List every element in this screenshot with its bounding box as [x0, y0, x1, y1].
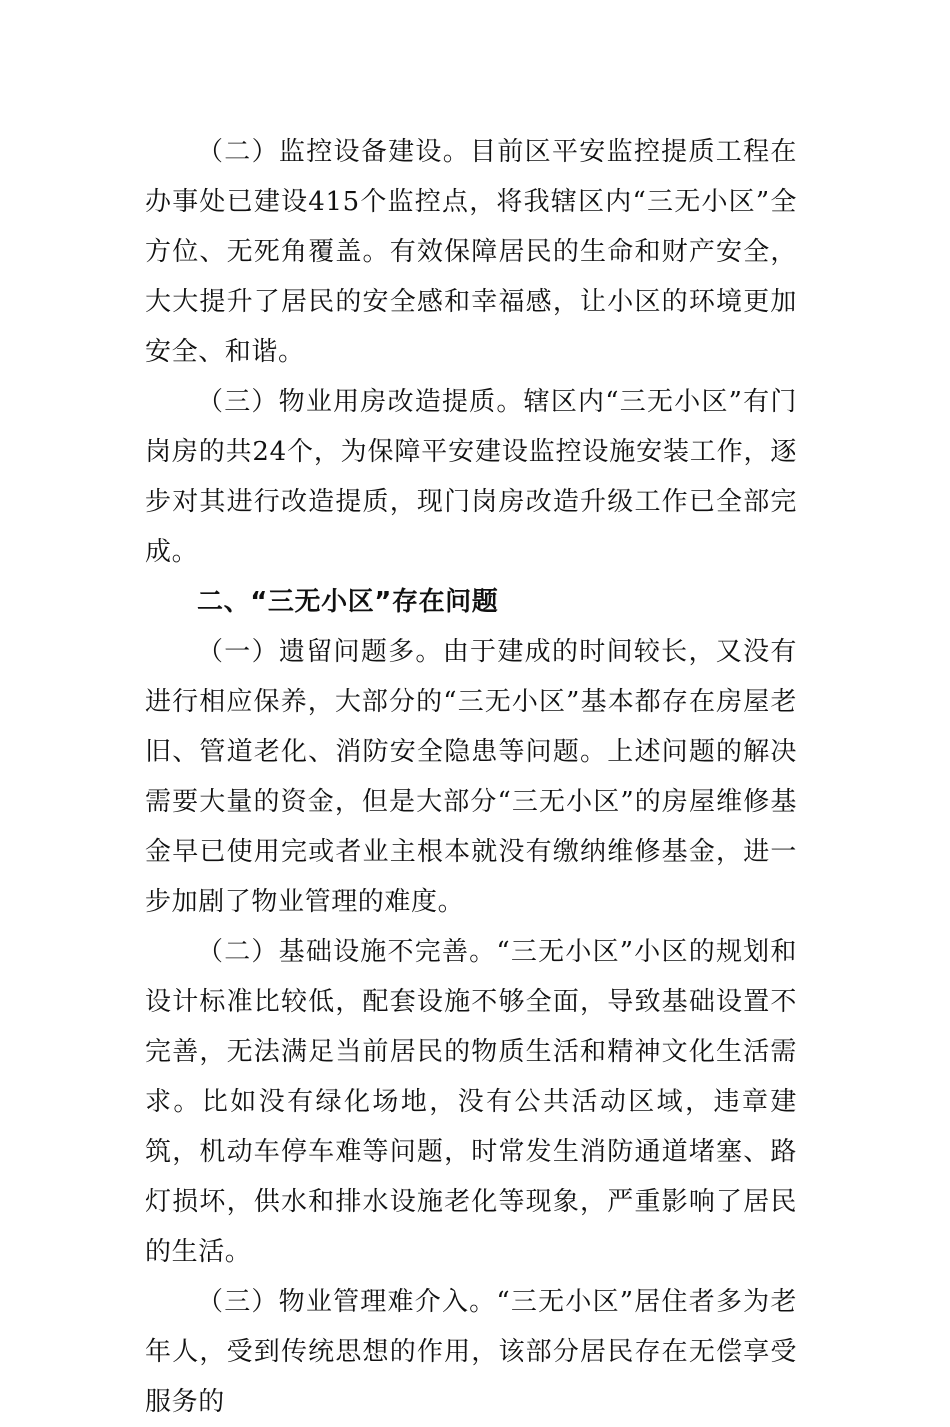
paragraph-infrastructure: （二）基础设施不完善。“三无小区”小区的规划和设计标准比较低，配套设施不够全面，导致基础设置不完善，无法满足当前居民的物质生活和精神文化生活需求。比如没有绿化场地，没有公共活动区域，违章建筑，机动车停车难等问题，时常发生消防通道堵塞、路灯损坏，供水和排水设施老化等现象，严重影响了居民的生活。	[145, 937, 797, 1267]
paragraph-property-housing: （三）物业用房改造提质。辖区内“三无小区”有门岗房的共24个，为保障平安建设监控设施安装工作，逐步对其进行改造提质，现门岗房改造升级工作已全部完成。	[145, 387, 797, 567]
document-body	[145, 127, 797, 1427]
paragraph-monitoring-equipment: （二）监控设备建设。目前区平安监控提质工程在办事处已建设415个监控点，将我辖区内“三无小区”全方位、无死角覆盖。有效保障居民的生命和财产安全，大大提升了居民的安全感和幸福感，让小区的环境更加安全、和谐。	[145, 137, 797, 367]
paragraph-property-management: （三）物业管理难介入。“三无小区”居住者多为老年人，受到传统思想的作用，该部分居民存在无偿享受服务的	[145, 1287, 797, 1417]
section-heading-problems: 二、“三无小区”存在问题	[197, 587, 499, 617]
paragraph-legacy-issues: （一）遗留问题多。由于建成的时间较长，又没有进行相应保养，大部分的“三无小区”基本都存在房屋老旧、管道老化、消防安全隐患等问题。上述问题的解决需要大量的资金，但是大部分“三无小区”的房屋维修基金早已使用完或者业主根本就没有缴纳维修基金，进一步加剧了物业管理的难度。	[145, 637, 797, 917]
